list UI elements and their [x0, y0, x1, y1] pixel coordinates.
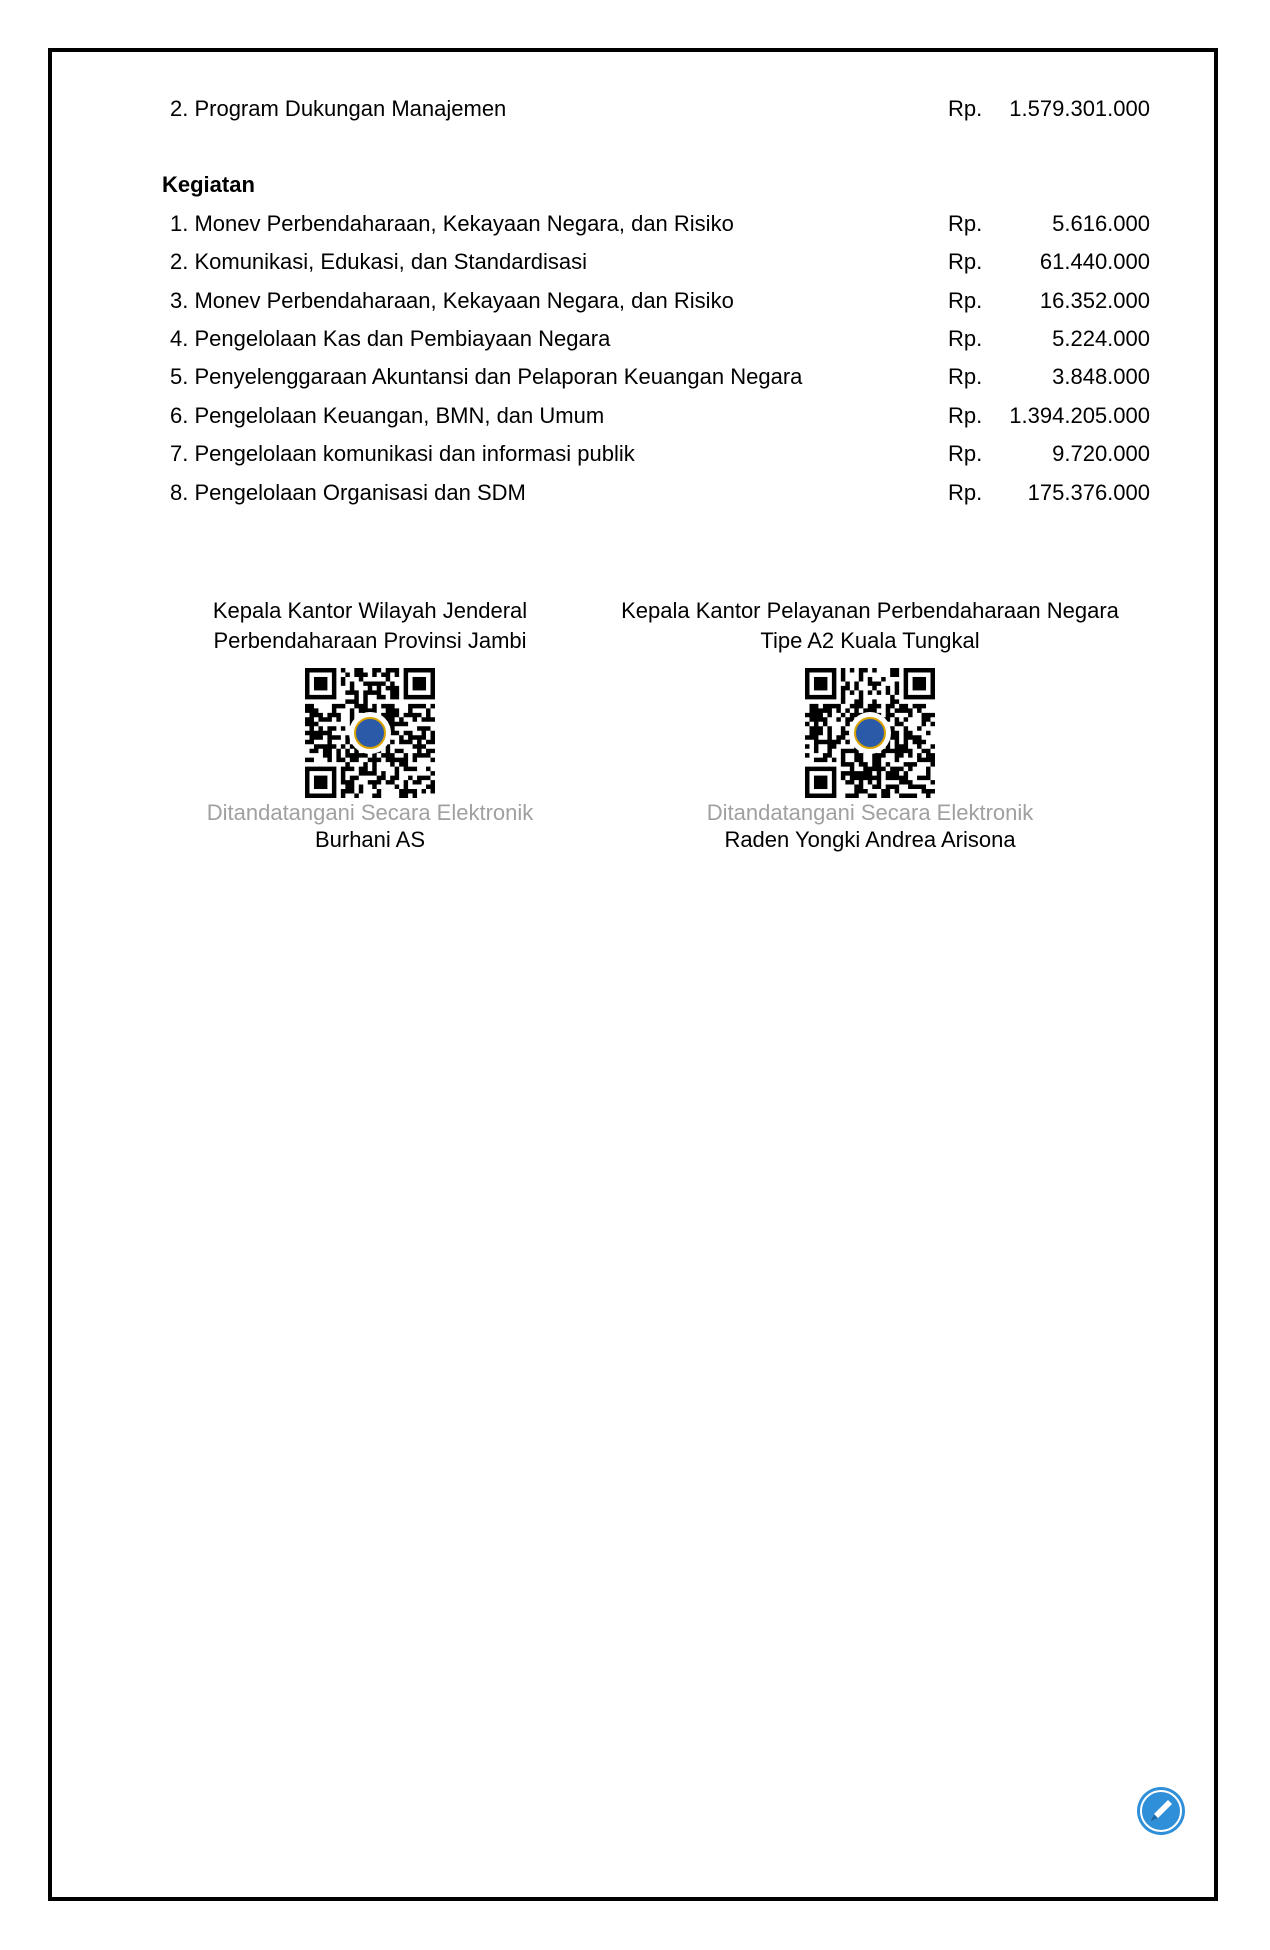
ministry-emblem-icon	[849, 712, 891, 754]
qr-code-icon	[805, 668, 935, 798]
kegiatan-amount: 61.440.000	[1039, 249, 1150, 274]
kegiatan-currency: Rp.	[948, 211, 983, 236]
list-item	[170, 247, 1150, 277]
program-label: 2. Program Dukungan Manajemen	[170, 96, 507, 121]
kegiatan-label: 3. Monev Perbendaharaan, Kekayaan Negara, dan Risiko	[170, 288, 734, 313]
program-currency: Rp.	[948, 96, 983, 121]
kegiatan-currency: Rp.	[948, 480, 983, 505]
signature-block-left	[90, 596, 650, 854]
signatory-name: Burhani AS	[314, 827, 426, 852]
ministry-emblem-icon	[349, 712, 391, 754]
signature-title-line1: Kepala Kantor Wilayah Jenderal	[212, 598, 528, 623]
kegiatan-currency: Rp.	[948, 288, 983, 313]
signature-block-right	[590, 596, 1150, 854]
kegiatan-label: 4. Pengelolaan Kas dan Pembiayaan Negara	[170, 326, 611, 351]
list-item	[170, 401, 1150, 431]
kegiatan-label: 6. Pengelolaan Keuangan, BMN, dan Umum	[170, 403, 605, 428]
program-row	[170, 94, 1150, 124]
signature-title-line2: Tipe A2 Kuala Tungkal	[760, 628, 980, 653]
kegiatan-currency: Rp.	[948, 403, 983, 428]
electronic-signature-note: Ditandatangani Secara Elektronik	[206, 800, 534, 825]
kegiatan-amount: 5.224.000	[1052, 326, 1150, 351]
kegiatan-amount: 16.352.000	[1039, 288, 1150, 313]
list-item	[170, 362, 1150, 392]
kegiatan-currency: Rp.	[948, 249, 983, 274]
list-item	[170, 439, 1150, 469]
kegiatan-currency: Rp.	[948, 326, 983, 351]
kegiatan-amount: 9.720.000	[1052, 441, 1150, 466]
kegiatan-label: 7. Pengelolaan komunikasi dan informasi publik	[170, 441, 635, 466]
kegiatan-heading: Kegiatan	[162, 172, 255, 197]
signature-title-line2: Perbendaharaan Provinsi Jambi	[213, 628, 527, 653]
list-item	[170, 478, 1150, 508]
kegiatan-amount: 5.616.000	[1052, 211, 1150, 236]
pen-badge-icon	[1136, 1786, 1186, 1836]
list-item	[170, 209, 1150, 239]
signature-title-line1: Kepala Kantor Pelayanan Perbendaharaan Negara	[621, 598, 1119, 623]
kegiatan-currency: Rp.	[948, 364, 983, 389]
kegiatan-label: 5. Penyelenggaraan Akuntansi dan Pelaporan Keuangan Negara	[170, 364, 803, 389]
program-amount: 1.579.301.000	[1009, 96, 1150, 121]
qr-code-icon	[305, 668, 435, 798]
kegiatan-label: 8. Pengelolaan Organisasi dan SDM	[170, 480, 526, 505]
kegiatan-amount: 1.394.205.000	[1009, 403, 1150, 428]
signatory-name: Raden Yongki Andrea Arisona	[724, 827, 1016, 852]
kegiatan-currency: Rp.	[948, 441, 983, 466]
list-item	[170, 286, 1150, 316]
kegiatan-amount: 175.376.000	[1027, 480, 1150, 505]
kegiatan-amount: 3.848.000	[1052, 364, 1150, 389]
electronic-signature-note: Ditandatangani Secara Elektronik	[706, 800, 1034, 825]
list-item	[170, 324, 1150, 354]
kegiatan-label: 2. Komunikasi, Edukasi, dan Standardisasi	[170, 249, 588, 274]
kegiatan-label: 1. Monev Perbendaharaan, Kekayaan Negara, dan Risiko	[170, 211, 734, 236]
